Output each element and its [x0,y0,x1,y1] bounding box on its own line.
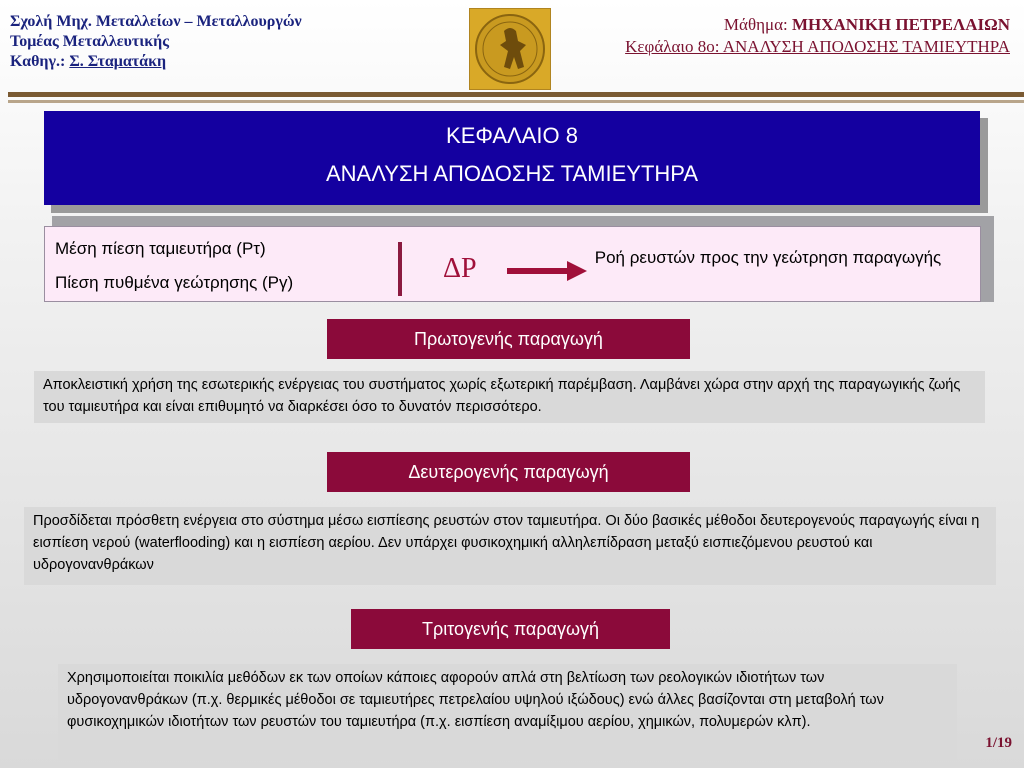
chapter-title: ΑΝΑΛΥΣΗ ΑΠΟΔΟΣΗΣ ΤΑΜΙΕΥΤΗΡΑ [325,161,699,186]
professor-name: Σ. Σταματάκη [69,53,167,70]
chapter-line: Κεφάλαιο 8ο: ΑΝΑΛΥΣΗ ΑΠΟΔΟΣΗΣ ΤΑΜΙΕΥΤΗΡΑ [625,37,1010,56]
school-header [10,12,302,72]
university-logo-icon [469,8,551,90]
chapter-number: ΚΕΦΑΛΑΙΟ 8 [446,123,578,148]
course-label: Μάθημα: [723,15,788,34]
reservor-pressure-text: Μέση πίεση ταμιευτήρα (Pτ) [55,239,266,258]
secondary-production-title: Δευτερογενής παραγωγή [327,452,690,492]
course-line [625,14,1010,36]
pressure-box [44,226,981,302]
flow-text: Ροή ρευστών προς την γεώτρηση παραγωγής [594,248,942,267]
primary-production-text: Αποκλειστική χρήση της εσωτερικής ενέργειας του συστήματος χωρίς εξωτερική παρέμβαση. Λαμβάνει χώρα στην αρχή της παραγωγικής ζωής του ταμιευτήρα και είναι επιθυμητό να διαρκέσει όσο το δυνατόν περισσότερο. [34,371,985,423]
primary-production-title: Πρωτογενής παραγωγή [327,319,690,359]
page-number: 1/19 [985,735,1012,751]
tertiary-production-title: Τριτογενής παραγωγή [351,609,670,649]
professor-prefix: Καθηγ.: [10,53,66,70]
right-arrow-icon [507,261,587,281]
header-divider-thin [8,100,1024,103]
course-name: ΜΗΧΑΝΙΚΗ ΠΕΤΡΕΛΑΙΩΝ [791,15,1010,34]
secondary-production-text: Προσδίδεται πρόσθετη ενέργεια στο σύστημα μέσω εισπίεσης ρευστών στον ταμιευτήρα. Οι δύο βασικές μέθοδοι δευτερογενούς παραγωγής είναι η εισπίεση νερού (waterflooding) και η εισπίεση αερίου. Δεν υπάρχει φυσικοχημική αλληλεπίδραση μεταξύ εισπιεζόμενου ρευστού και υδρογονανθράκων [24,507,996,585]
course-header [625,14,1010,58]
section-name: Τομέας Μεταλλευτικής [10,33,169,50]
tertiary-production-text: Χρησιμοποιείται ποικιλία μεθόδων εκ των οποίων κάποιες αφορούν απλά στη βελτίωση των ρεολογικών ιδιοτήτων των υδρογονανθράκων (π.χ. θερμικές μέθοδοι σε ταμιευτήρες πετρελαίου υψηλού ιξώδους) ενώ άλλες βασίζονται στη μεταβολή των φυσικοχημικών ιδιοτήτων των ρευστών του ταμιευτήρα (π.χ. εισπίεση αναμίξιμου αερίου, χημικών, πολυμερών κλπ). [58,664,957,761]
professor-line [10,52,302,72]
chapter-title-box [44,111,980,205]
school-name: Σχολή Μηχ. Μεταλλείων – Μεταλλουργών [10,13,302,30]
header-divider [8,92,1024,97]
bottomhole-pressure-text: Πίεση πυθμένα γεώτρησης (Pγ) [55,273,294,292]
brace-icon [398,242,402,296]
delta-p-symbol: ΔP [443,253,477,284]
